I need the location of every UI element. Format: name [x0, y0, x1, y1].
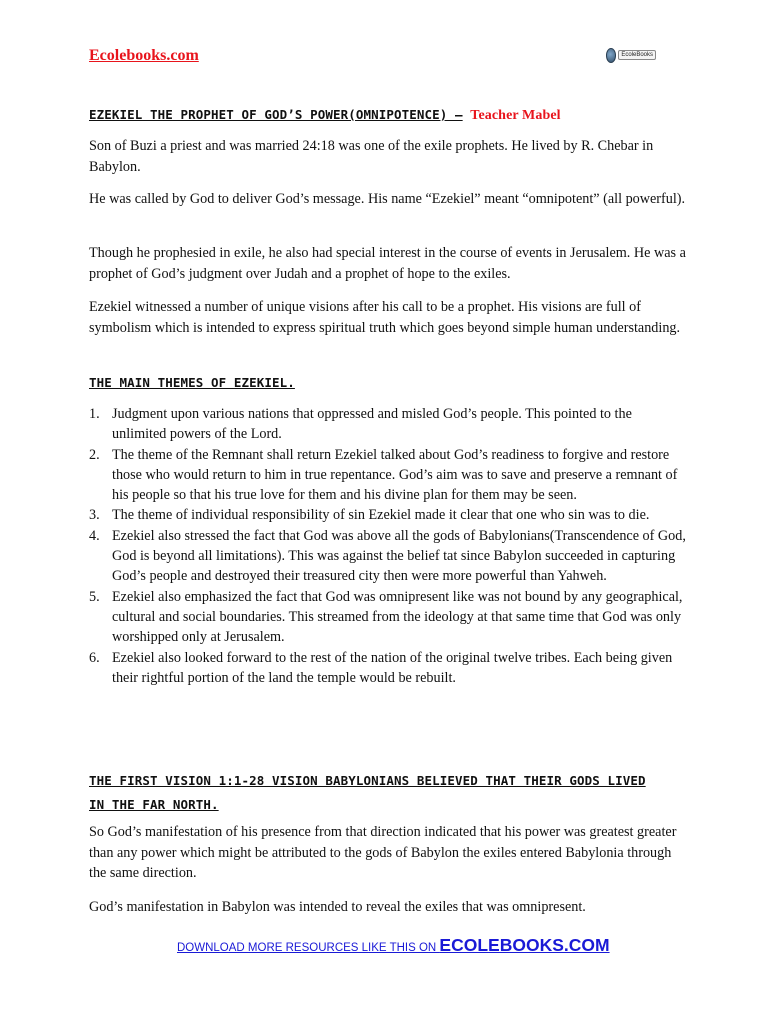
themes-heading	[89, 375, 295, 390]
intro-paragraph: He was called by God to deliver God’s message. His name “Ezekiel” meant “omnipotent” (all powerful).	[89, 191, 686, 207]
list-number: 2.	[89, 446, 100, 463]
list-number: 6.	[89, 649, 100, 666]
download-resources-link[interactable]	[177, 935, 610, 956]
list-item	[89, 505, 689, 525]
intro-paragraph: Son of Buzi a priest and was married 24:18 was one of the exile prophets. He lived by R. Chebar in Babylon.	[89, 138, 654, 175]
vision-paragraph: God’s manifestation in Babylon was intended to reveal the exiles that was omnipresent.	[89, 899, 586, 915]
list-item	[89, 445, 689, 506]
list-item	[89, 526, 689, 587]
intro-paragraph: Ezekiel witnessed a number of unique visions after his call to be a prophet. His visions are full of symbolism which is intended to express spiritual truth which goes beyond simple human understanding.	[89, 299, 681, 336]
list-item	[89, 587, 689, 648]
title-teacher: Teacher Mabel	[470, 108, 561, 123]
list-text: Ezekiel also looked forward to the rest of the nation of the original twelve tribes. Each being given their rightful portion of the land the temple would be rebuilt.	[112, 649, 673, 686]
list-text: Ezekiel also stressed the fact that God was above all the gods of Babylonians(Transcendence of God, God is beyond all limitations). This was against the belief tat since Babylon succeeded in capturing God’s people and destroyed their treasured city then were more powerful than Yahweh.	[112, 527, 686, 585]
list-text: The theme of the Remnant shall return Ezekiel talked about God’s readiness to forgive and restore those who would return to him in true repentance. God’s aim was to save and preserve a remnant of his people so that his true love for them and his divine plan for them may be seen.	[112, 446, 678, 504]
list-number: 4.	[89, 527, 100, 544]
list-text: Ezekiel also emphasized the fact that God was omnipresent like was not bound by any geographical, cultural and social boundaries. This streamed from the ideology at that same time that God was only worshipped only at Jerusalem.	[112, 588, 683, 646]
page-title	[89, 107, 561, 124]
footer-prefix: DOWNLOAD MORE RESOURCES LIKE THIS ON	[177, 942, 440, 954]
site-link[interactable]: Ecolebooks.com	[89, 47, 199, 64]
list-number: 5.	[89, 588, 100, 605]
logo-text: EcoleBooks	[618, 50, 656, 60]
footer-site: ECOLEBOOKS.COM	[439, 935, 610, 955]
intro-paragraph: Though he prophesied in exile, he also had special interest in the course of events in Jerusalem. He was a prophet of God’s judgment over Judah and a prophet of hope to the exiles.	[89, 245, 686, 282]
vision-heading	[89, 769, 689, 817]
list-item	[89, 648, 689, 689]
list-number: 3.	[89, 507, 100, 524]
vision-heading-line: IN THE FAR NORTH.	[89, 797, 219, 812]
list-number: 1.	[89, 406, 100, 422]
vision-heading-line: THE FIRST VISION 1:1-28 VISION BABYLONIANS BELIEVED THAT THEIR GODS LIVED	[89, 773, 646, 788]
ecolebooks-logo	[606, 46, 656, 64]
list-text: Judgment upon various nations that oppressed and misled God’s people. This pointed to the unlimited powers of the Lord.	[112, 406, 632, 443]
list-item	[89, 404, 689, 445]
themes-list	[89, 404, 689, 688]
title-main: EZEKIEL THE PROPHET OF GOD’S POWER(OMNIPOTENCE) –	[89, 107, 463, 122]
themes-heading-text: THE MAIN THEMES OF EZEKIEL.	[89, 375, 295, 390]
list-text: The theme of individual responsibility of sin Ezekiel made it clear that one who sin was to die.	[112, 507, 650, 524]
globe-icon	[606, 48, 616, 63]
vision-paragraph: So God’s manifestation of his presence from that direction indicated that his power was greatest greater than any power which might be attributed to the gods of Babylon the exiles entered Babylonia through the same direction.	[89, 824, 677, 881]
